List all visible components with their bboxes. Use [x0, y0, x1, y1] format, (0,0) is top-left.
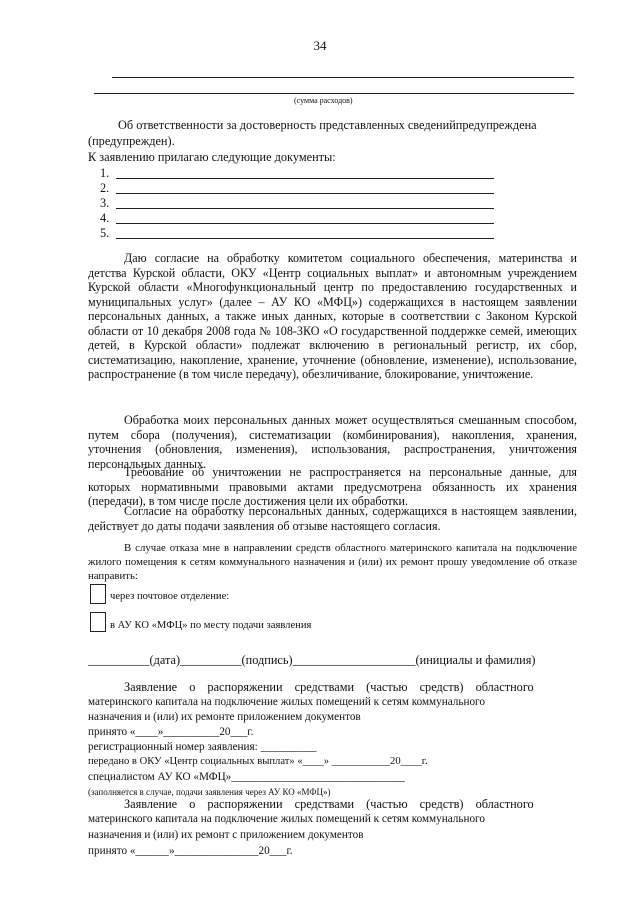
attachment-line-2[interactable]	[116, 193, 494, 194]
attachment-number-1: 1.	[100, 166, 110, 180]
receipt1-line-2: материнского капитала на подключение жилых помещений к сетям коммунального	[88, 696, 485, 708]
responsibility-line-2: (предупрежден).	[88, 134, 175, 148]
attachment-number-3: 3.	[100, 196, 110, 210]
receipt1-transferred: передано в ОКУ «Центр социальных выплат» «____» ___________20____г.	[88, 756, 428, 767]
receipt2-line-2: материнского капитала на подключение жилых помещений к сетям коммунального	[88, 813, 485, 825]
receipt1-specialist: специалистом АУ КО «МФЦ»_______________________________	[88, 771, 405, 783]
consent-paragraph-4: Согласие на обработку персональных данных, содержащихся в настоящем заявлении, действует до даты подачи заявления об отзыве настоящего согласия.	[88, 504, 577, 533]
mfc-label: в АУ КО «МФЦ» по месту подачи заявления	[110, 620, 312, 631]
attachment-number-2: 2.	[100, 181, 110, 195]
receipt2-line-3: назначения и (или) их ремонт с приложением документов	[88, 829, 364, 841]
postal-office-checkbox[interactable]	[90, 584, 106, 604]
attachment-number-5: 5.	[100, 226, 110, 240]
receipt1-accepted: принято «____»__________20___г.	[88, 726, 254, 738]
consent-paragraph-2: Обработка моих персональных данных может осуществляться смешанным способом, путем сбора (получения), систематизации (комбинирования), накопления, хранения, уточнения (обновления, изменения), использования, распространения, уничтожения персональных данных.	[88, 413, 577, 471]
attachments-heading: К заявлению прилагаю следующие документы:	[88, 150, 336, 164]
page-number: 34	[313, 38, 327, 53]
attachment-number-4: 4.	[100, 211, 110, 225]
consent-paragraph-3: Требование об уничтожении не распространяется на персональные данные, для которых нормативными правовыми актами предусмотрена обязанность их хранения (передачи), в том числе после достижения цели их обработки.	[88, 465, 577, 508]
receipt2-accepted: принято «______»_______________20___г.	[88, 845, 293, 857]
consent-paragraph-1: Даю согласие на обработку комитетом социального обеспечения, материнства и детства Курской области, ОКУ «Центр социальных выплат» и автономным учреждением Курской области «Многофункциональный центр по предоставлению государственных и муниципальных услуг» (далее – АУ КО «МФЦ») содержащихся в настоящем заявлении персональных данных, а также иных данных, которые в соответствии с Законом Курской области от 10 декабря 2008 года № 108-ЗКО «О государственной поддержке семей, имеющих детей, в Курской области» подлежат включению в региональный регистр, их сбор, систематизацию, накопление, хранение, уточнение (обновление, изменение), использование, распространение (в том числе передачу), обезличивание, блокирование, уничтожение.	[88, 251, 577, 381]
attachment-line-1[interactable]	[116, 178, 494, 179]
receipt1-reg-number: регистрационный номер заявления: __________	[88, 741, 317, 753]
consent-paragraph-5: В случае отказа мне в направлении средств областного материнского капитала на подключение жилого помещения к сетям коммунального назначения и (или) их ремонт прошу уведомление об отказе направить:	[88, 542, 577, 582]
attachment-line-3[interactable]	[116, 208, 494, 209]
attachment-line-5[interactable]	[116, 238, 494, 239]
receipt1-note: (заполняется в случае, подачи заявления через АУ КО «МФЦ»)	[88, 787, 331, 797]
receipt1-line-1: Заявление о распоряжении средствами (частью средств) областного	[124, 680, 534, 694]
receipt2-line-1: Заявление о распоряжении средствами (частью средств) областного	[124, 797, 534, 811]
expense-sum-line-2	[94, 93, 574, 94]
mfc-checkbox[interactable]	[90, 612, 106, 632]
expense-sum-line-1	[112, 77, 574, 78]
receipt1-line-3: назначения и (или) их ремонте приложением документов	[88, 711, 361, 723]
postal-office-label: через почтовое отделение:	[110, 591, 230, 602]
responsibility-line-1: Об ответственности за достоверность представленных сведенийпредупреждена	[118, 118, 537, 132]
attachment-line-4[interactable]	[116, 223, 494, 224]
signature-line: __________(дата)__________(подпись)____________________(инициалы и фамилия)	[88, 653, 536, 667]
expense-sum-caption: (сумма расходов)	[294, 96, 353, 105]
